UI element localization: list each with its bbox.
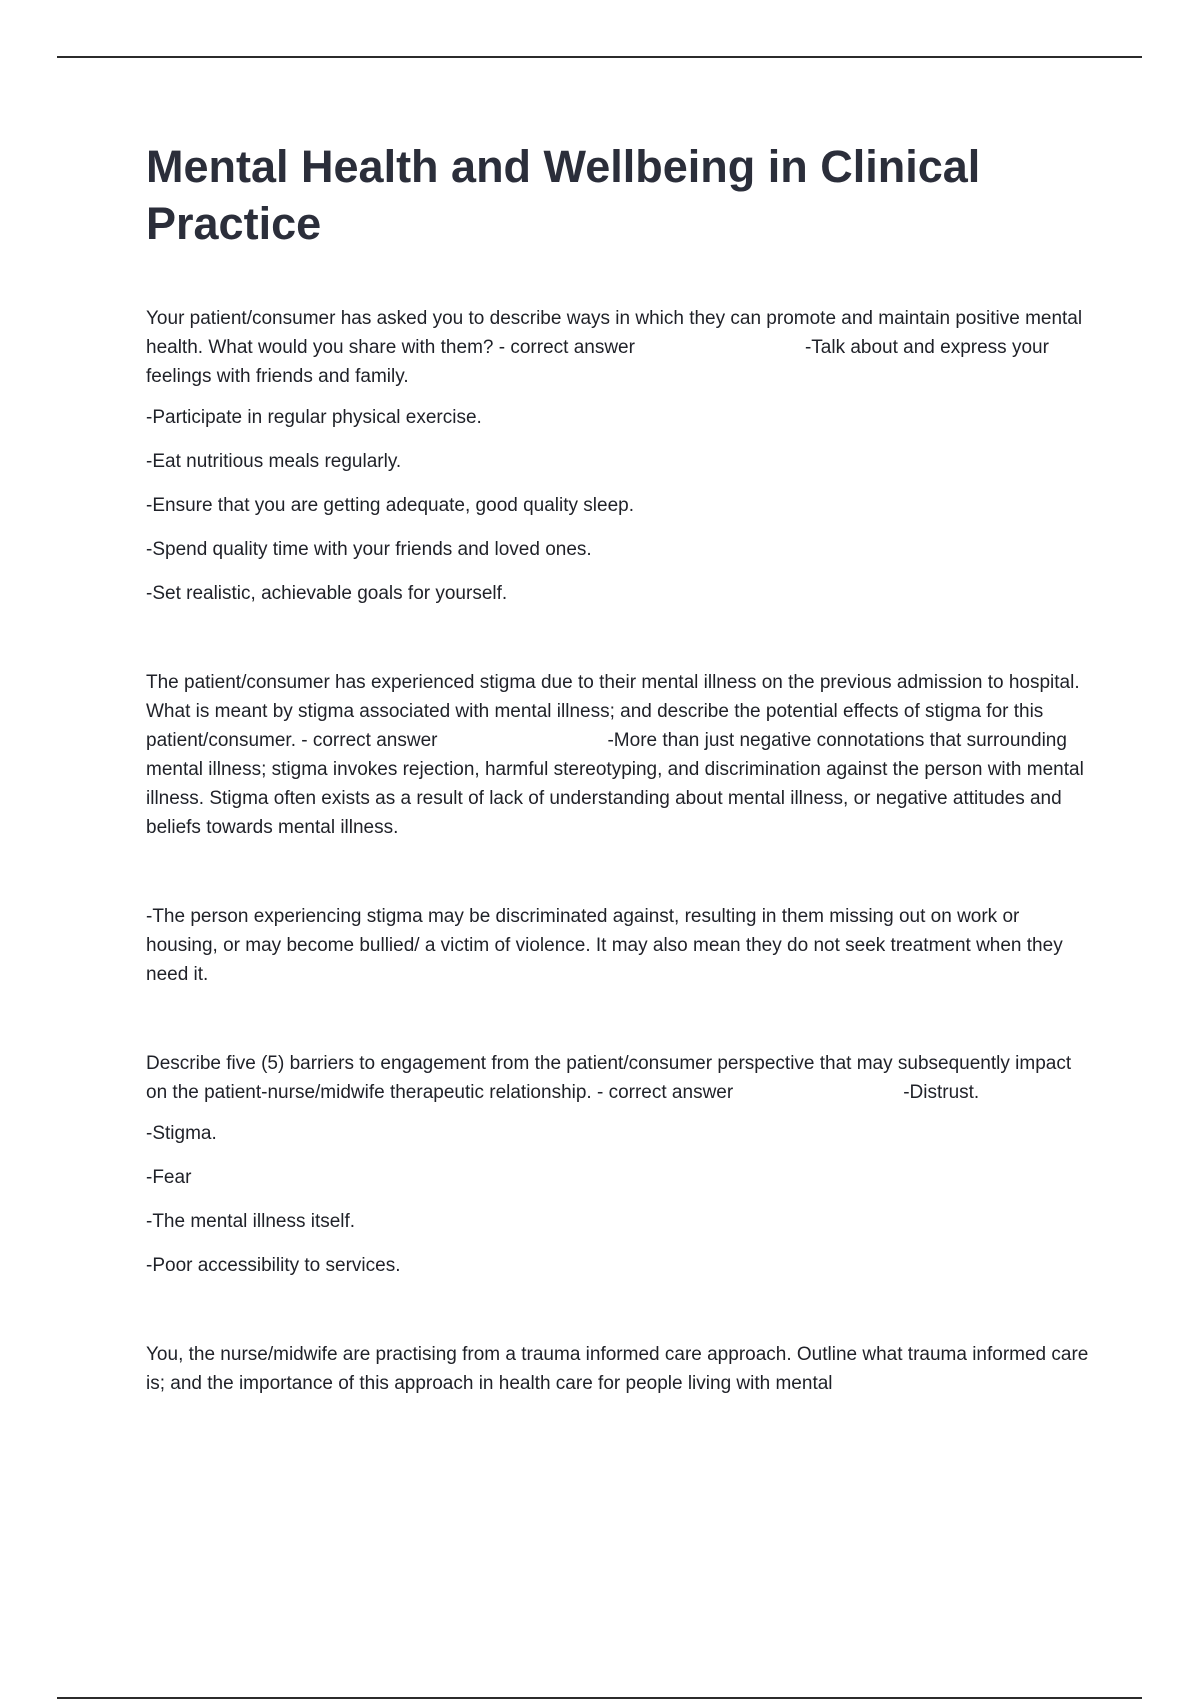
answer-2-extra: -The person experiencing stigma may be discriminated against, resulting in them missing out on work or housing, or may become bullied/ a victim of violence. It may also mean they do not seek treatment when they need it.	[146, 906, 1063, 985]
answer-1-lead: -Talk about and express your feelings with friends and family.	[146, 337, 1049, 387]
document-title: Mental Health and Wellbeing in Clinical Practice	[146, 141, 981, 249]
list-item: -Poor accessibility to services.	[146, 1255, 401, 1276]
answer-2-lead: -More than just negative connotations that surrounding mental illness; stigma invokes rejection, harmful stereotyping, and discrimination against the person with mental illness. Stigma often exists as a result of lack of understanding about mental illness, or negative attitudes and beliefs towards mental illness.	[146, 730, 1084, 838]
question-3-text: Describe five (5) barriers to engagement from the patient/consumer perspective that may subsequently impact on the patient-nurse/midwife therapeutic relationship. - correct answer	[146, 1053, 1072, 1103]
footer-rule	[57, 1697, 1142, 1699]
answer-3-lead: -Distrust.	[903, 1082, 980, 1103]
question-3	[146, 1049, 1090, 1107]
question-1	[146, 304, 1090, 391]
question-1-text: Your patient/consumer has asked you to describe ways in which they can promote and maintain positive mental health. What would you share with them? - correct answer	[146, 308, 1083, 358]
list-item: -Ensure that you are getting adequate, good quality sleep.	[146, 495, 635, 516]
question-4: You, the nurse/midwife are practising from a trauma informed care approach. Outline what trauma informed care is; and the importance of this approach in health care for people living with mental	[146, 1344, 1089, 1394]
question-2-text: The patient/consumer has experienced stigma due to their mental illness on the previous admission to hospital. What is meant by stigma associated with mental illness; and describe the potential effects of stigma for this patient/consumer. - correct answer	[146, 672, 1080, 751]
list-item: -Fear	[146, 1167, 192, 1188]
list-item: -Set realistic, achievable goals for yourself.	[146, 583, 508, 604]
document-body	[146, 138, 1090, 1398]
list-item: -The mental illness itself.	[146, 1211, 356, 1232]
header-rule	[57, 56, 1142, 58]
list-item: -Eat nutritious meals regularly.	[146, 451, 402, 472]
list-item: -Participate in regular physical exercise.	[146, 407, 482, 428]
list-item: -Spend quality time with your friends and loved ones.	[146, 539, 592, 560]
question-2	[146, 668, 1090, 842]
list-item: -Stigma.	[146, 1123, 217, 1144]
